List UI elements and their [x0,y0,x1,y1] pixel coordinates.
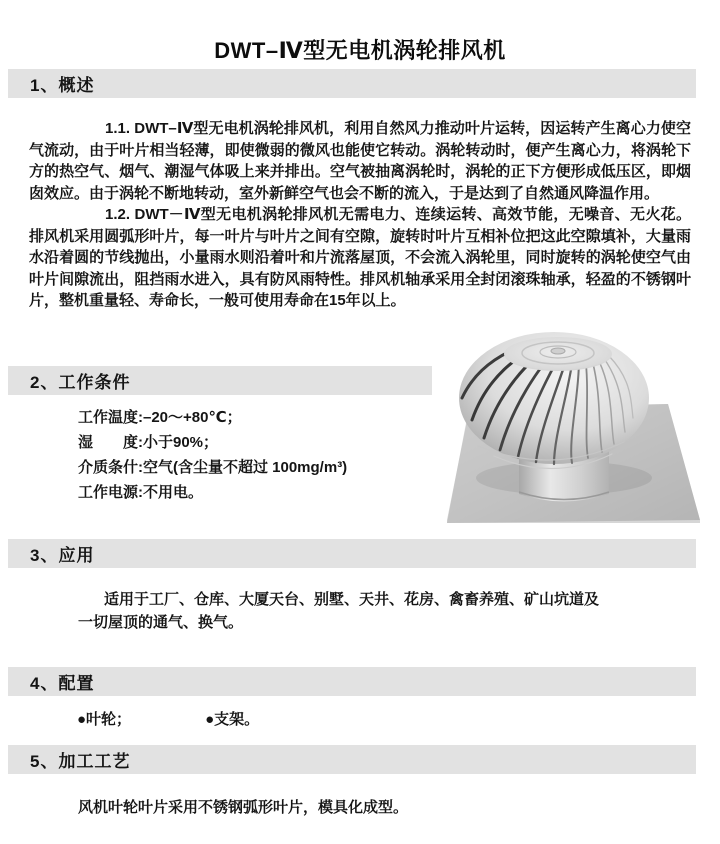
section-header-working-conditions-label: 2、工作条件 [30,373,131,392]
section-header-process-label: 5、加工工艺 [30,752,131,771]
bullet-impeller: ●叶轮； [77,711,132,728]
product-photo [442,326,710,528]
bullet-bracket: ●支架。 [205,711,260,728]
section-header-overview [8,69,696,98]
condition-medium: 介质条什:空气(含尘量不超过 100mg/m³) [78,459,348,476]
section-header-application-label: 3、应用 [30,546,95,565]
overview-paragraph-2: 1.2. DWT－Ⅳ型无电机涡轮排风机无需电力、连续运转、高效节能，无噪音、无火花。排风机采用圆弧形叶片，每一叶片与叶片之间有空隙，旋转时叶片互相补位把这此空隙填补，大量雨水沿着圆的节线抛出，小量雨水则沿着叶和片流落屋顶，不会流入涡轮里，同时旋转的涡轮使空气由叶片间隙流出，阻挡雨水进入，具有防风雨特性。排风机轴承采用全封闭滚珠轴承，轻盈的不锈钢叶片，整机重量轻、寿命长，一般可使用寿命在15年以上。 [29,206,691,309]
section-header-process [8,745,696,774]
section-header-application [8,539,696,568]
condition-temperature: 工作温度:–20～+80℃； [78,409,242,426]
application-paragraph: 适用于工厂、仓库、大厦天台、别墅、天井、花房、禽畜养殖、矿山坑道及一切屋顶的通气、换气。 [78,591,600,631]
page-title: DWT–Ⅳ型无电机涡轮排风机 [214,38,506,63]
section-header-working-conditions [8,366,432,395]
section-header-overview-label: 1、概述 [30,76,95,95]
section-header-configuration-label: 4、配置 [30,674,95,693]
condition-power: 工作电源:不用电。 [78,484,203,501]
overview-paragraph-1: 1.1. DWT–Ⅳ型无电机涡轮排风机，利用自然风力推动叶片运转，因运转产生离心力使空气流动，由于叶片相当轻薄，即使微弱的微风也能使它转动。涡轮转动时，便产生离心力，将涡轮下方的热空气、烟气、潮湿气体吸上来并排出。空气被抽离涡轮时，涡轮的正下方便形成低压区，即烟囱效应。由于涡轮不断地转动，室外新鲜空气也会不断的流入，于是达到了自然通风降温作用。 [29,120,691,202]
working-conditions-list [78,405,347,505]
overview-text-block [29,118,691,312]
turbine-ventilator-image [442,326,710,528]
configuration-bullets [77,708,333,729]
condition-humidity: 湿 度:小于90%； [78,434,219,451]
process-paragraph: 风机叶轮叶片采用不锈钢弧形叶片，模具化成型。 [78,799,409,816]
section-header-configuration [8,667,696,696]
